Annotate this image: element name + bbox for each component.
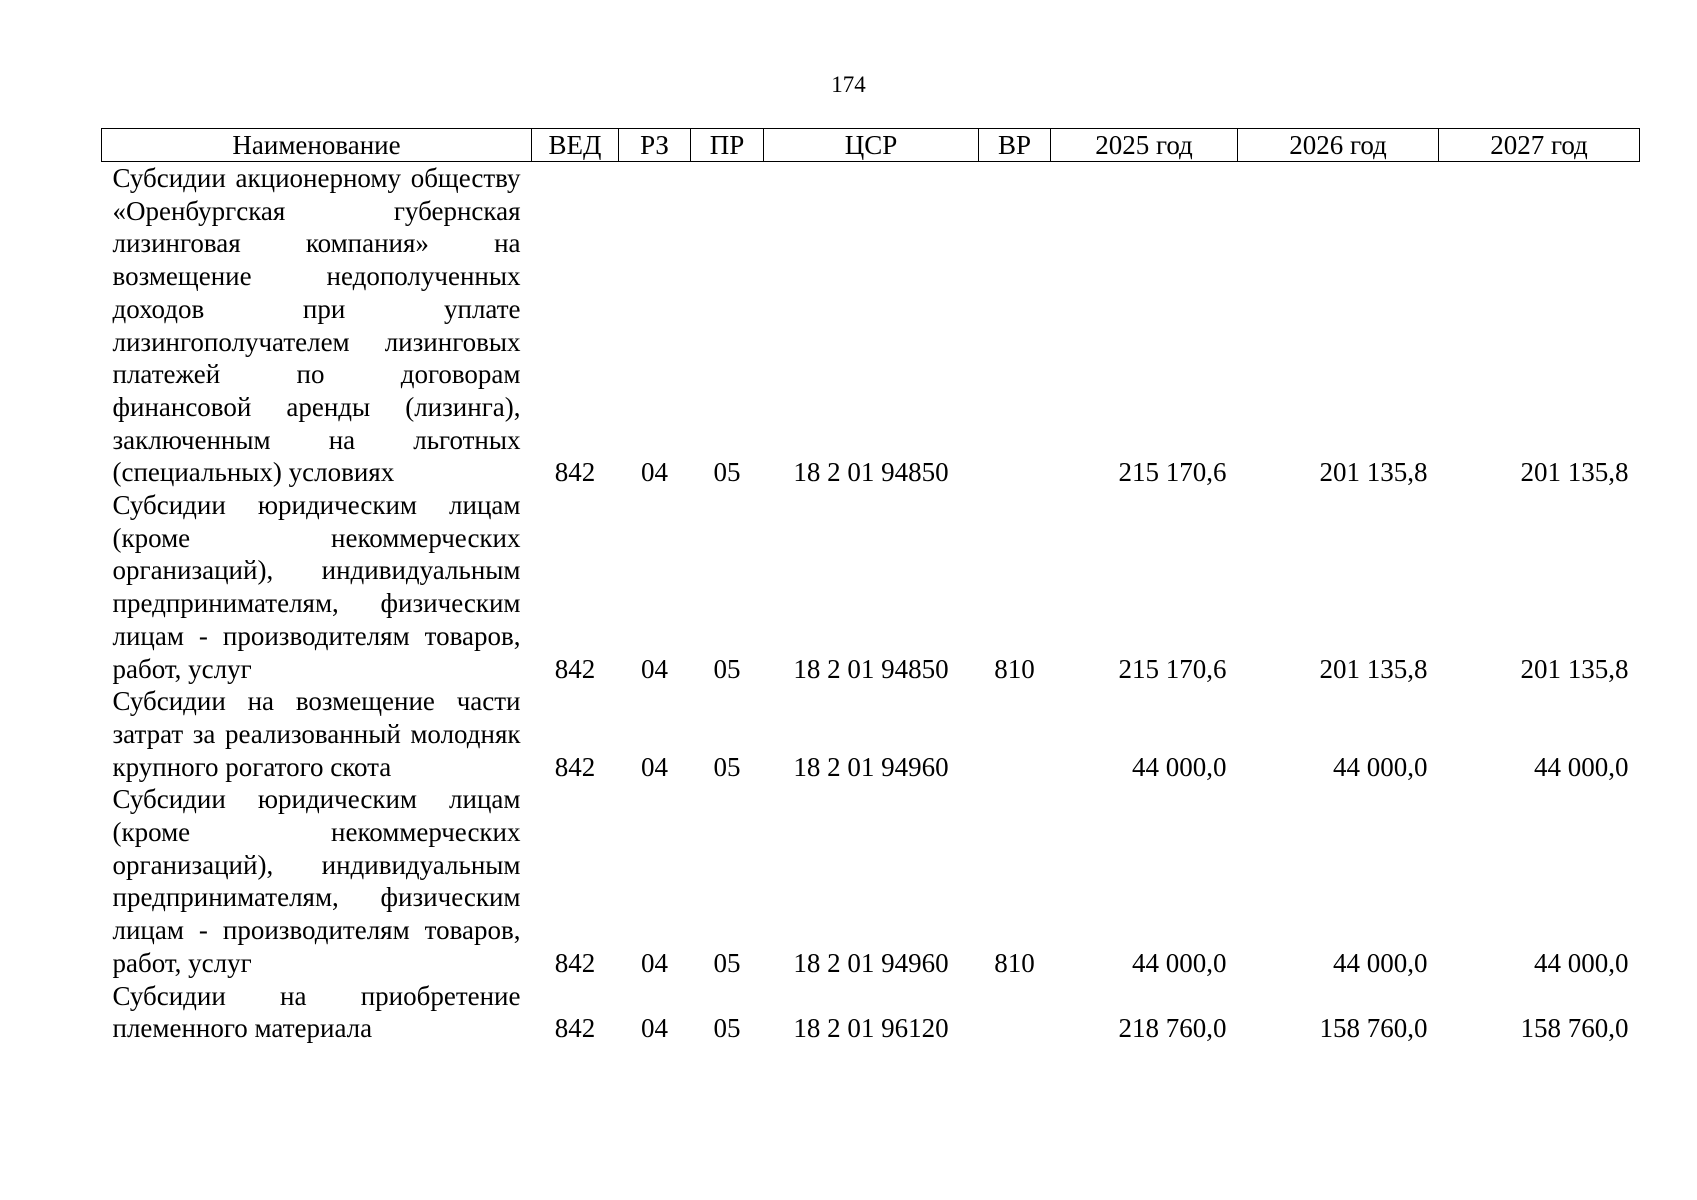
header-name: Наименование [102,129,532,162]
table-row [102,489,1640,685]
header-2025: 2025 год [1051,129,1238,162]
row-csr: 18 2 01 96120 [793,1013,949,1044]
table-header-row [102,129,1640,162]
row-vr [979,162,1051,490]
header-ved: ВЕД [532,129,619,162]
table-row [102,783,1640,979]
header-vr: ВР [979,129,1051,162]
row-csr: 18 2 01 94960 [793,947,949,978]
row-name: Субсидии юридическим лицам (кроме некоммерческих организаций), индивидуальным предпринимателям, физическим лицам - производителям товаров, работ, услуг [112,784,521,978]
row-2027: 44 000,0 [1534,751,1629,782]
row-vr: 810 [994,947,1035,978]
row-name: Субсидии юридическим лицам (кроме некоммерческих организаций), индивидуальным предпринимателям, физическим лицам - производителям товаров, работ, услуг [112,490,521,684]
row-pr: 05 [713,751,741,782]
row-ved: 842 [554,1013,596,1044]
row-2027: 201 135,8 [1520,653,1629,684]
row-ved: 842 [554,947,596,978]
row-2025: 215 170,6 [1118,653,1227,684]
row-csr: 18 2 01 94850 [793,653,949,684]
row-pr: 05 [713,947,741,978]
row-2025: 44 000,0 [1132,947,1227,978]
row-name: Субсидии акционерному обществу «Оренбургская губернская лизинговая компания» на возмещение недополученных доходов при уплате лизингополучателем лизинговых платежей по договорам финансовой аренды (лизинга), заключенным на льготных (специальных) условиях [112,163,521,488]
row-ved: 842 [554,457,596,488]
header-2026: 2026 год [1238,129,1439,162]
row-ved: 842 [554,751,596,782]
row-2025: 44 000,0 [1132,751,1227,782]
header-rz: РЗ [619,129,691,162]
table-row [102,162,1640,490]
row-vr [979,980,1051,1045]
row-rz: 04 [641,457,668,488]
row-rz: 04 [641,751,668,782]
row-pr: 05 [713,457,741,488]
row-rz: 04 [641,653,668,684]
row-rz: 04 [641,947,668,978]
row-pr: 05 [713,1013,741,1044]
row-2026: 201 135,8 [1319,653,1428,684]
header-2027: 2027 год [1439,129,1640,162]
budget-table [101,128,1640,1045]
row-csr: 18 2 01 94850 [793,457,949,488]
row-vr [979,685,1051,783]
table-row [102,980,1640,1045]
row-2025: 218 760,0 [1118,1013,1227,1044]
row-2026: 44 000,0 [1333,947,1428,978]
row-2026: 201 135,8 [1319,457,1428,488]
header-csr: ЦСР [764,129,979,162]
row-name: Субсидии на приобретение племенного материала [112,980,521,1044]
table-row [102,685,1640,783]
row-name: Субсидии на возмещение части затрат за реализованный молодняк крупного рогатого скота [112,686,521,782]
row-pr: 05 [713,653,741,684]
page-number: 174 [831,72,866,97]
row-ved: 842 [554,653,596,684]
row-vr: 810 [994,653,1035,684]
header-pr: ПР [691,129,764,162]
row-2027: 201 135,8 [1520,457,1629,488]
row-2027: 44 000,0 [1534,947,1629,978]
row-2027: 158 760,0 [1520,1013,1629,1044]
row-2026: 44 000,0 [1333,751,1428,782]
row-csr: 18 2 01 94960 [793,751,949,782]
row-2026: 158 760,0 [1319,1013,1428,1044]
row-rz: 04 [641,1013,668,1044]
row-2025: 215 170,6 [1118,457,1227,488]
